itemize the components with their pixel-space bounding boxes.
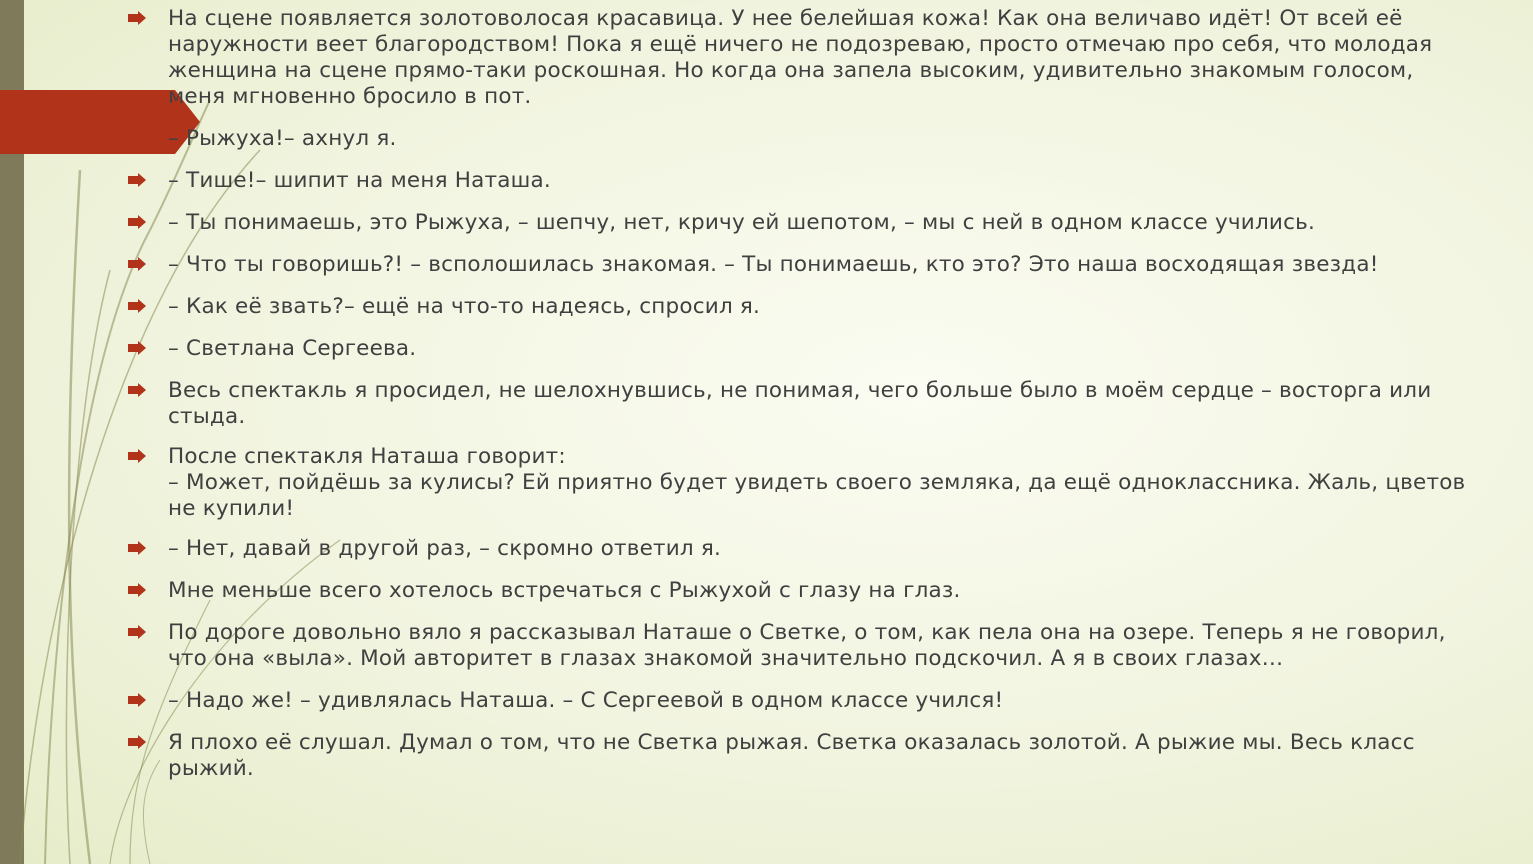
arrow-bullet-icon [128,215,146,229]
arrow-bullet-icon [128,299,146,313]
list-item [128,620,1446,672]
arrow-bullet-icon [128,173,146,187]
list-item [128,294,760,320]
arrow-bullet-icon [128,383,146,397]
arrow-bullet-icon [128,693,146,707]
list-item [128,168,551,194]
paragraph-line: Весь спектакль я просидел, не шелохнувшись, не понимая, чего больше было в моём сердце – восторга или [168,378,1432,403]
list-item [128,378,1431,430]
paragraph-line: – Светлана Сергеева. [168,336,417,361]
paragraph-line: Мне меньше всего хотелось встречаться с Рыжухой с глазу на глаз. [168,578,961,603]
arrow-bullet-icon [128,735,146,749]
paragraph-line: наружности веет благородством! Пока я ещё ничего не подозреваю, просто отмечаю про себя, что молодая [168,32,1433,57]
paragraph-line: – Нет, давай в другой раз, – скромно ответил я. [168,536,722,561]
paragraph-line: не купили! [168,496,295,521]
arrow-bullet-icon [128,341,146,355]
paragraph-line: После спектакля Наташа говорит: [168,444,566,469]
arrow-bullet-icon [128,11,146,25]
paragraph-line: что она «выла». Мой авторитет в глазах знакомой значительно подскочил. А я в своих глазах… [168,646,1284,671]
list-item [128,730,1415,782]
list-item [128,126,397,152]
paragraph-line: По дороге довольно вяло я рассказывал Наташе о Светке, о том, как пела она на озере. Теперь я не говорил, [168,620,1446,645]
list-item [128,444,1465,522]
list-item [128,252,1379,278]
paragraph-line: – Надо же! – удивлялась Наташа. – С Сергеевой в одном классе учился! [168,688,1004,713]
paragraph-line: – Тише!– шипит на меня Наташа. [168,168,551,193]
paragraph-line: Я плохо её слушал. Думал о том, что не Светка рыжая. Светка оказалась золотой. А рыжие мы. Весь класс [168,730,1415,755]
arrow-bullet-icon [128,541,146,555]
arrow-bullet-icon [128,583,146,597]
paragraph-line: женщина на сцене прямо-таки роскошная. Но когда она запела высоким, удивительно знакомым голосом, [168,58,1414,83]
list-item [128,536,721,562]
list-item [128,336,416,362]
list-item [128,688,1003,714]
list-item [128,210,1315,236]
paragraph-line: – Рыжуха!– ахнул я. [168,126,397,151]
paragraph-line: меня мгновенно бросило в пот. [168,84,532,109]
paragraph-line: – Как её звать?– ещё на что-то надеясь, спросил я. [168,294,761,319]
paragraph-line: – Может, пойдёшь за кулисы? Ей приятно будет увидеть своего земляка, да ещё одноклассника. Жаль, цветов [168,470,1466,495]
arrow-bullet-icon [128,257,146,271]
list-item [128,6,1432,110]
arrow-bullet-icon [128,449,146,463]
paragraph-line: – Ты понимаешь, это Рыжуха, – шепчу, нет, кричу ей шепотом, – мы с ней в одном классе учились. [168,210,1316,235]
paragraph-line: – Что ты говоришь?! – всполошилась знакомая. – Ты понимаешь, кто это? Это наша восходящая звезда! [168,252,1379,277]
paragraph-line: рыжий. [168,756,254,781]
arrow-bullet-icon [128,625,146,639]
arrow-bullet-icon [128,131,146,145]
list-item [128,578,961,604]
paragraph-line: На сцене появляется золотоволосая красавица. У нее белейшая кожа! Как она величаво идёт! От всей её [168,6,1403,31]
paragraph-line: стыда. [168,404,246,429]
